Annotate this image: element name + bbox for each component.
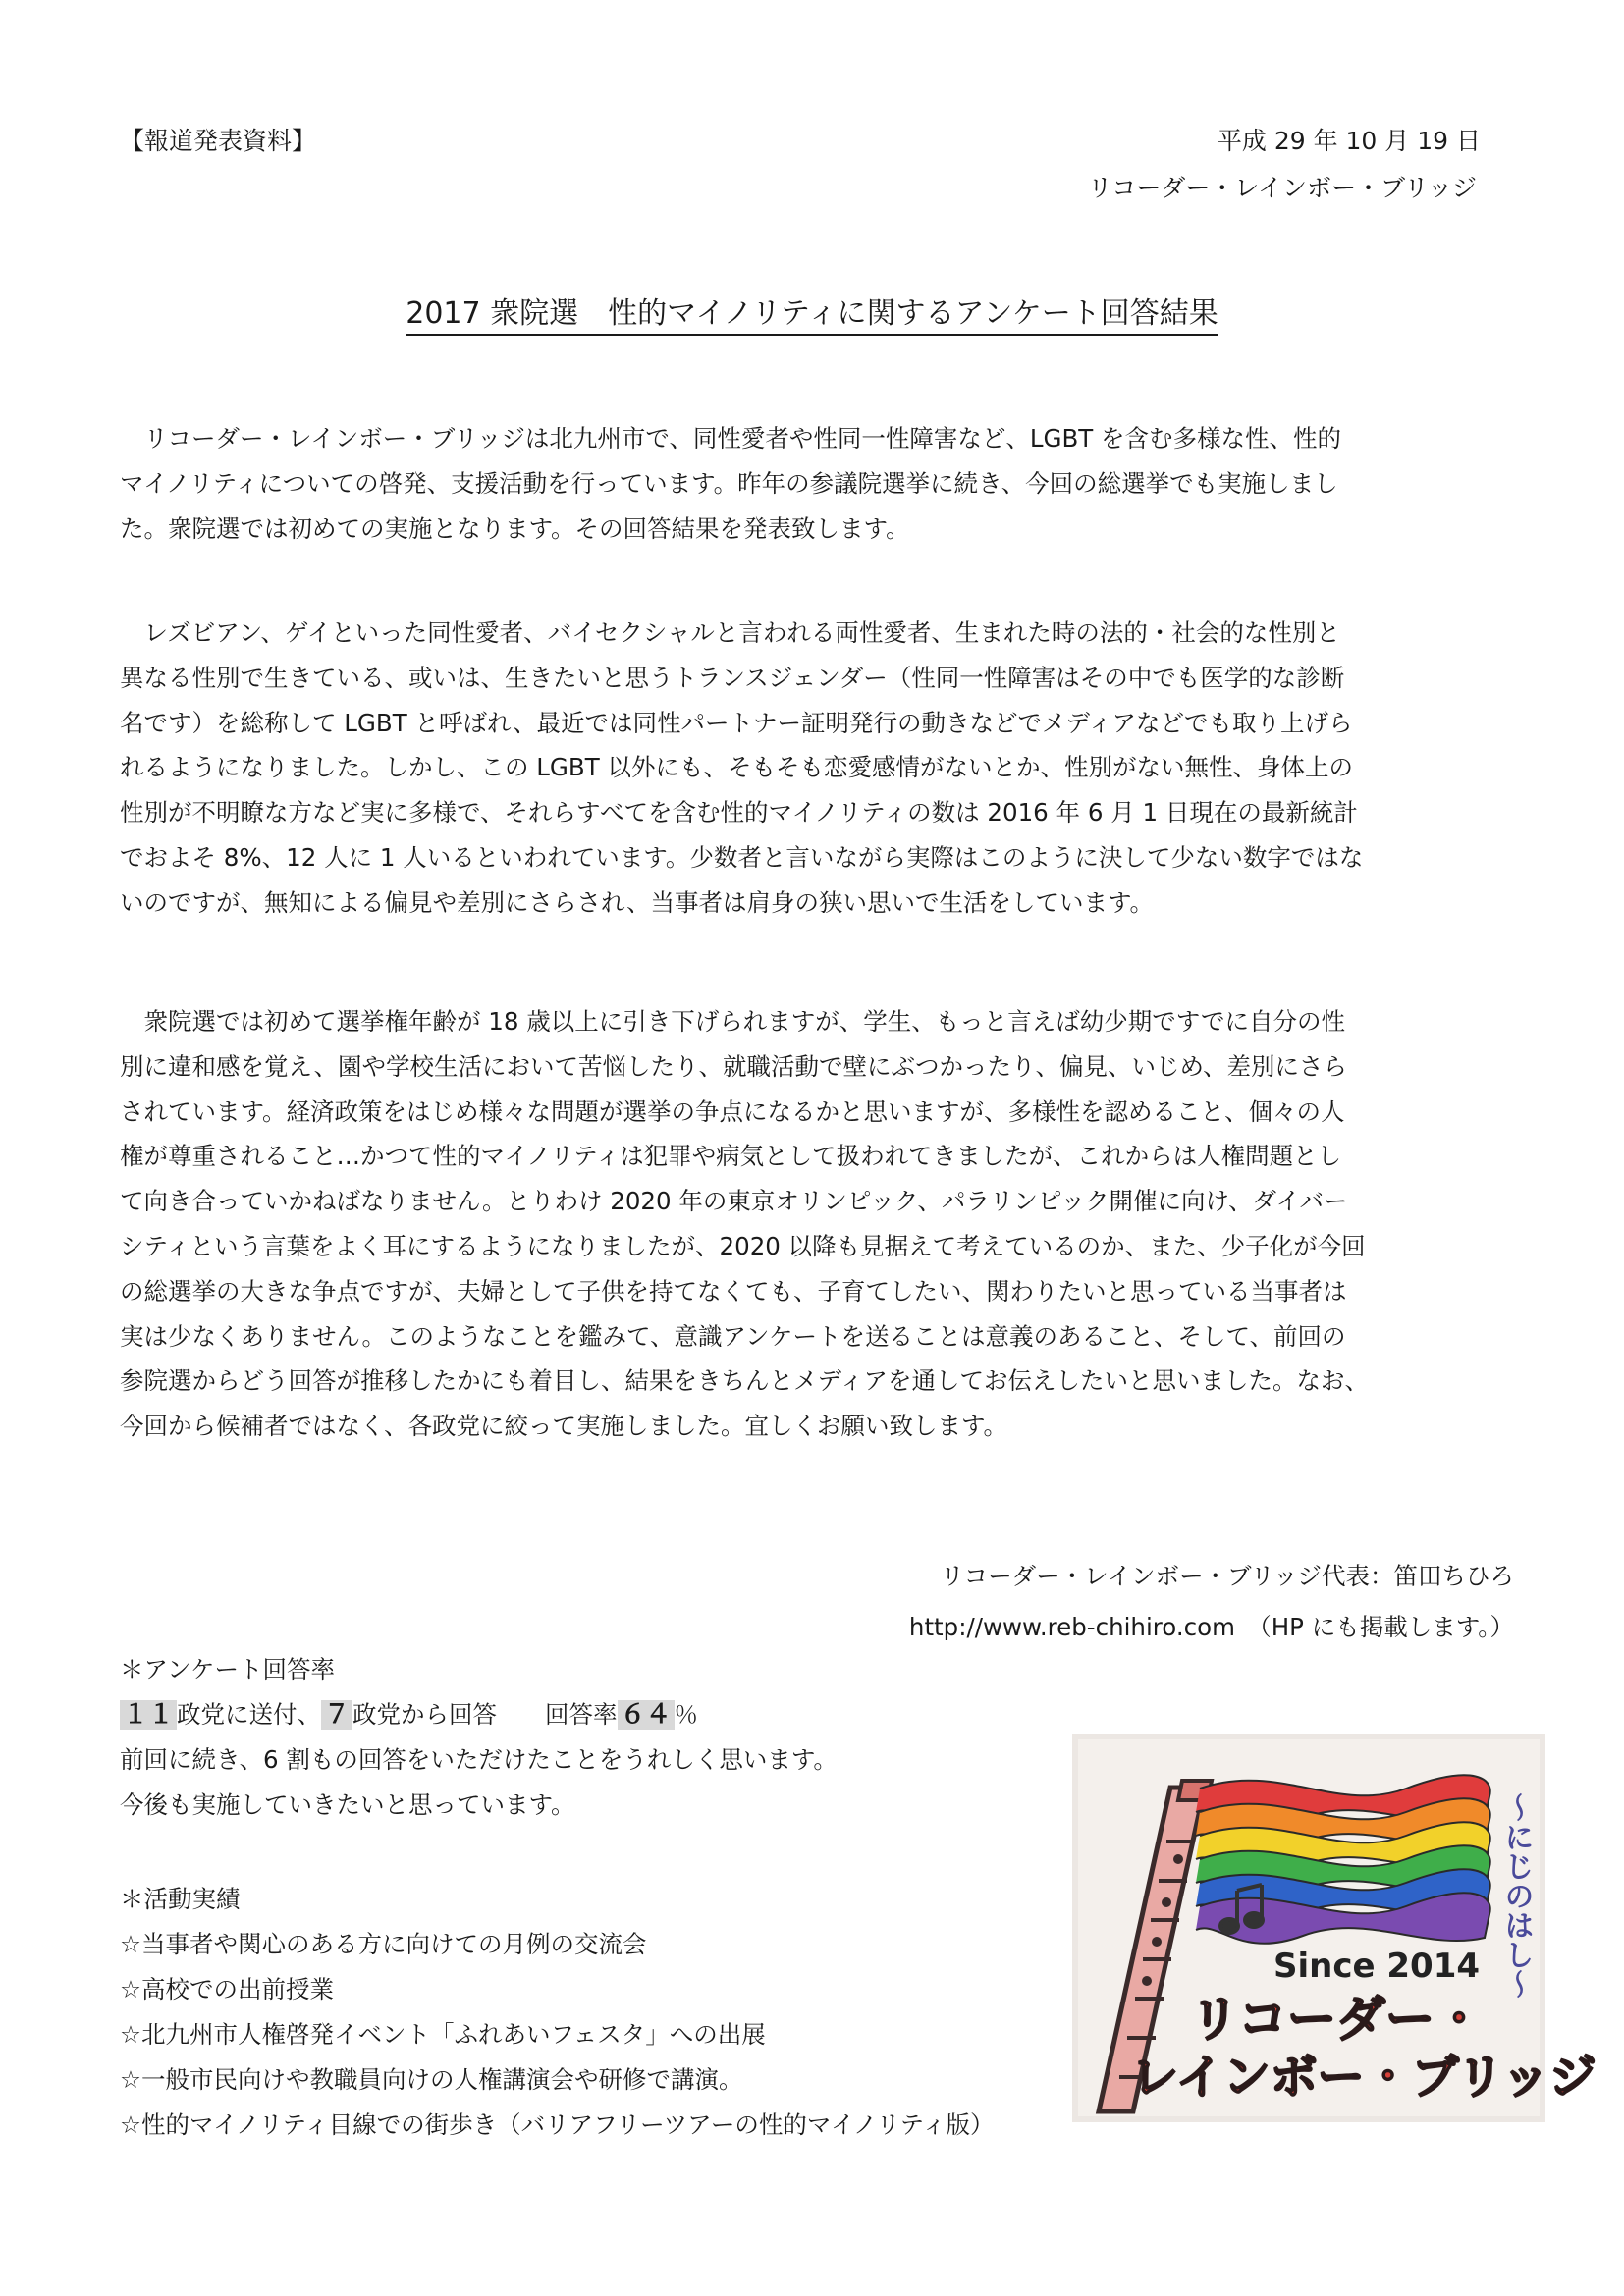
activities-heading: ＊活動実績: [120, 1885, 241, 1913]
signature-url: http://www.reb-chihiro.com （HP にも掲載します。）: [908, 1613, 1514, 1641]
document-date: 平成 29 年 10 月 19 日: [1217, 127, 1481, 155]
survey-note-2: 今後も実施していきたいと思っています。: [120, 1790, 575, 1819]
activity-item: ☆北九州市人権啓発イベント「ふれあいフェスタ」への出展: [120, 2020, 766, 2049]
paragraph-intro: リコーダー・レインボー・ブリッジは北九州市で、同性愛者や性同一性障害など、LGBT を含む多様な性、性的 マイノリティについての啓発、支援活動を行っています。昨年の参議院選挙に続き、今回の総選挙でも実施しまし た。衆院選では初めての実施となります。その回答結果を発表致します。: [120, 424, 1342, 543]
activity-item: ☆高校での出前授業: [120, 1975, 334, 2003]
sent-suffix: 政党に送付、: [177, 1700, 322, 1729]
activity-item: ☆当事者や関心のある方に向けての月例の交流会: [120, 1930, 647, 1958]
activity-item: ☆一般市民向けや教職員向けの人権講演会や研修で講演。: [120, 2065, 743, 2094]
survey-note-1: 前回に続き、6 割もの回答をいただけたことをうれしく思います。: [120, 1745, 838, 1774]
paragraph-background: レズビアン、ゲイといった同性愛者、バイセクシャルと言われる両性愛者、生まれた時の法的・社会的な性別と 異なる性別で生きている、或いは、生きたいと思うトランスジェンダー（性同一性障害はその中でも医学的な診断 名です）を総称して LGBT と呼ばれ、最近では同性パートナー証明発行の動きなどでメディアなどでも取り上げら れるようになりました。しかし、この LGBT 以外にも、そもそも恋愛感情がないとか、性別がない無性、身体上の 性別が不明瞭な方など実に多様で、それらすべてを含む性的マイノリティの数は 2016 年 6 月 1 日現在の最新統計 でおよそ 8%、12 人に 1 人いるといわれています。少数者と言いながら実際はこのように決して少ない数字ではな いのですが、無知による偏見や差別にさらされ、当事者は肩身の狭い思いで生活をしています。: [120, 618, 1364, 917]
logo-vertical: ～にじのはし～: [1498, 1792, 1534, 1999]
organization-logo: [1072, 1734, 1597, 2122]
survey-response-rate: [120, 1692, 698, 1738]
sent-count: １１: [120, 1700, 177, 1730]
issuer-org: リコーダー・レインボー・ブリッジ: [1087, 174, 1477, 202]
answered-count: ７: [321, 1700, 352, 1730]
logo-since: Since 2014: [1273, 1947, 1481, 1986]
answered-suffix: 政党から回答 回答率: [352, 1700, 618, 1729]
survey-heading: ＊アンケート回答率: [120, 1655, 336, 1683]
document-title-text: 2017 衆院選 性的マイノリティに関するアンケート回答結果: [406, 296, 1218, 336]
signature-name: リコーダー・レインボー・ブリッジ代表：笛田ちひろ: [940, 1562, 1514, 1590]
document-title: [0, 294, 1624, 334]
paragraph-purpose: 衆院選では初めて選挙権年齢が 18 歳以上に引き下げられますが、学生、もっと言えば幼少期ですでに自分の性 別に違和感を覚え、園や学校生活において苦悩したり、就職活動で壁にぶつかったり、偏見、いじめ、差別にさら されています。経済政策をはじめ様々な問題が選挙の争点になるかと思いますが、多様性を認めること、個々の人 権が尊重されること…かつて性的マイノリティは犯罪や病気として扱われてきましたが、これからは人権問題とし て向き合っていかねばなりません。とりわけ 2020 年の東京オリンピック、パラリンピック開催に向け、ダイバー シティという言葉をよく耳にするようになりましたが、2020 以降も見据えて考えているのか、また、少子化が今回 の総選挙の大きな争点ですが、夫婦として子供を持てなくても、子育てしたい、関わりたいと思っている当事者は 実は少なくありません。このようなことを鑑みて、意識アンケートを送ることは意義のあること、そして、前回の 参院選からどう回答が推移したかにも着目し、結果をきちんとメディアを通してお伝えしたいと思いました。なお、 今回から候補者ではなく、各政党に絞って実施しました。宜しくお願い致します。: [120, 1007, 1370, 1441]
logo-line1: リコーダー・: [1190, 1991, 1484, 2048]
activity-item: ☆性的マイノリティ目線での街歩き（バリアフリーツアーの性的マイノリティ版）: [120, 2110, 995, 2139]
rate-suffix: ％: [674, 1700, 699, 1729]
response-rate-value: ６４: [618, 1700, 675, 1730]
document-label: 【報道発表資料】: [120, 127, 317, 155]
logo-line2: レインボー・ブリッジ: [1131, 2050, 1597, 2105]
